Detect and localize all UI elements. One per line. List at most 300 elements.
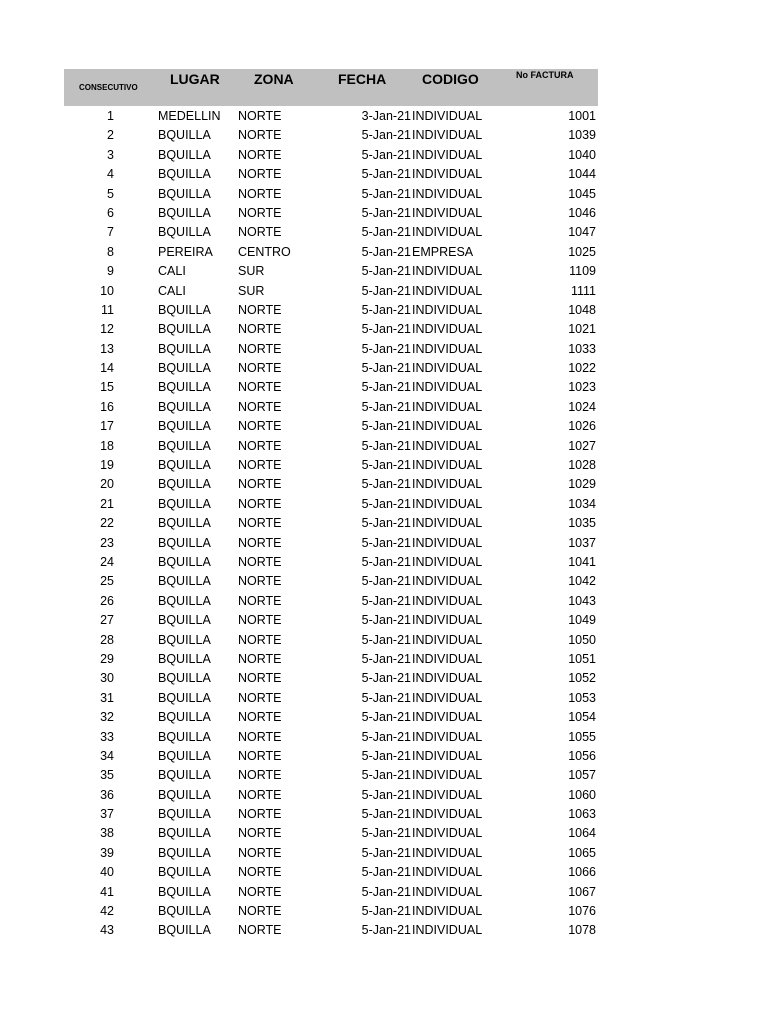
- cell-no-factura: 1063: [568, 807, 596, 822]
- header-zona: ZONA: [254, 71, 294, 87]
- cell-codigo: INDIVIDUAL: [412, 632, 483, 647]
- cell-lugar: BQUILLA: [158, 167, 211, 182]
- table-row: [64, 805, 598, 824]
- cell-lugar: BQUILLA: [158, 574, 211, 589]
- cell-fecha: 5-Jan-21: [361, 477, 411, 492]
- cell-no-factura: 1021: [568, 322, 596, 337]
- table-row: [64, 728, 598, 747]
- cell-no-factura: 1109: [569, 264, 596, 279]
- cell-consecutivo: 8: [107, 244, 114, 259]
- cell-consecutivo: 27: [100, 613, 114, 628]
- cell-codigo: INDIVIDUAL: [412, 186, 483, 201]
- cell-consecutivo: 22: [100, 516, 114, 531]
- cell-lugar: BQUILLA: [158, 729, 211, 744]
- cell-zona: NORTE: [238, 516, 282, 531]
- table-row: [64, 378, 598, 397]
- cell-consecutivo: 20: [100, 477, 114, 492]
- cell-codigo: INDIVIDUAL: [412, 167, 483, 182]
- cell-codigo: INDIVIDUAL: [412, 302, 483, 317]
- cell-no-factura: 1042: [568, 574, 596, 589]
- cell-lugar: BQUILLA: [158, 748, 211, 763]
- cell-fecha: 5-Jan-21: [361, 845, 411, 860]
- cell-fecha: 5-Jan-21: [361, 554, 411, 569]
- cell-fecha: 5-Jan-21: [361, 904, 411, 919]
- cell-no-factura: 1049: [568, 613, 596, 628]
- table-row: [64, 883, 598, 902]
- cell-no-factura: 1052: [568, 671, 596, 686]
- cell-lugar: BQUILLA: [158, 438, 211, 453]
- cell-zona: NORTE: [238, 651, 282, 666]
- cell-fecha: 5-Jan-21: [361, 341, 411, 356]
- table-row: [64, 146, 598, 165]
- cell-no-factura: 1076: [568, 904, 596, 919]
- table-row: [64, 592, 598, 611]
- cell-no-factura: 1037: [568, 535, 596, 550]
- cell-codigo: INDIVIDUAL: [412, 225, 483, 240]
- table-row: [64, 863, 598, 882]
- cell-zona: NORTE: [238, 109, 282, 123]
- table-row: [64, 650, 598, 669]
- cell-codigo: INDIVIDUAL: [412, 865, 483, 880]
- header-consecutivo: CONSECUTIVO: [79, 83, 138, 92]
- table-row: [64, 689, 598, 708]
- cell-codigo: INDIVIDUAL: [412, 516, 483, 531]
- cell-no-factura: 1047: [568, 225, 596, 240]
- cell-fecha: 5-Jan-21: [361, 593, 411, 608]
- cell-zona: NORTE: [238, 865, 282, 880]
- table-row: [64, 708, 598, 727]
- cell-zona: NORTE: [238, 458, 282, 473]
- cell-consecutivo: 15: [100, 380, 114, 395]
- cell-zona: NORTE: [238, 225, 282, 240]
- cell-fecha: 5-Jan-21: [361, 167, 411, 182]
- cell-consecutivo: 43: [100, 923, 114, 938]
- cell-zona: NORTE: [238, 574, 282, 589]
- cell-codigo: INDIVIDUAL: [412, 322, 483, 337]
- cell-fecha: 5-Jan-21: [361, 128, 411, 143]
- cell-no-factura: 1064: [568, 826, 596, 841]
- table-row: [64, 282, 598, 301]
- cell-lugar: BQUILLA: [158, 671, 211, 686]
- cell-fecha: 5-Jan-21: [361, 787, 411, 802]
- cell-codigo: INDIVIDUAL: [412, 748, 483, 763]
- cell-codigo: INDIVIDUAL: [412, 904, 483, 919]
- cell-lugar: BQUILLA: [158, 845, 211, 860]
- cell-zona: NORTE: [238, 419, 282, 434]
- cell-fecha: 5-Jan-21: [361, 186, 411, 201]
- cell-codigo: INDIVIDUAL: [412, 458, 483, 473]
- cell-lugar: BQUILLA: [158, 186, 211, 201]
- cell-lugar: BQUILLA: [158, 205, 211, 220]
- cell-codigo: INDIVIDUAL: [412, 651, 483, 666]
- cell-lugar: CALI: [158, 283, 186, 298]
- cell-fecha: 5-Jan-21: [361, 671, 411, 686]
- cell-fecha: 5-Jan-21: [361, 244, 411, 259]
- cell-codigo: EMPRESA: [412, 244, 474, 259]
- cell-fecha: 5-Jan-21: [361, 438, 411, 453]
- cell-fecha: 5-Jan-21: [361, 302, 411, 317]
- table-body: [64, 107, 598, 941]
- cell-no-factura: 1050: [568, 632, 596, 647]
- cell-zona: NORTE: [238, 632, 282, 647]
- cell-fecha: 5-Jan-21: [361, 865, 411, 880]
- cell-consecutivo: 41: [100, 884, 114, 899]
- cell-fecha: 5-Jan-21: [361, 923, 411, 938]
- cell-no-factura: 1043: [568, 593, 596, 608]
- table-row: [64, 534, 598, 553]
- cell-no-factura: 1041: [568, 554, 596, 569]
- cell-consecutivo: 40: [100, 865, 114, 880]
- cell-fecha: 5-Jan-21: [361, 710, 411, 725]
- cell-fecha: 5-Jan-21: [361, 516, 411, 531]
- cell-codigo: INDIVIDUAL: [412, 807, 483, 822]
- cell-consecutivo: 35: [100, 768, 114, 783]
- table-row: [64, 786, 598, 805]
- cell-codigo: INDIVIDUAL: [412, 283, 483, 298]
- cell-zona: NORTE: [238, 671, 282, 686]
- cell-fecha: 5-Jan-21: [361, 613, 411, 628]
- cell-consecutivo: 5: [107, 186, 114, 201]
- cell-lugar: MEDELLIN: [158, 109, 221, 123]
- cell-zona: NORTE: [238, 535, 282, 550]
- cell-zona: NORTE: [238, 787, 282, 802]
- cell-consecutivo: 6: [107, 205, 114, 220]
- cell-zona: NORTE: [238, 322, 282, 337]
- cell-codigo: INDIVIDUAL: [412, 690, 483, 705]
- cell-zona: NORTE: [238, 748, 282, 763]
- cell-zona: NORTE: [238, 496, 282, 511]
- table-row: [64, 165, 598, 184]
- cell-consecutivo: 32: [100, 710, 114, 725]
- table-row: [64, 126, 598, 145]
- cell-codigo: INDIVIDUAL: [412, 399, 483, 414]
- cell-codigo: INDIVIDUAL: [412, 361, 483, 376]
- cell-codigo: INDIVIDUAL: [412, 729, 483, 744]
- cell-lugar: BQUILLA: [158, 535, 211, 550]
- cell-zona: NORTE: [238, 399, 282, 414]
- cell-fecha: 5-Jan-21: [361, 651, 411, 666]
- cell-codigo: INDIVIDUAL: [412, 438, 483, 453]
- cell-codigo: INDIVIDUAL: [412, 554, 483, 569]
- cell-no-factura: 1066: [568, 865, 596, 880]
- cell-zona: NORTE: [238, 593, 282, 608]
- cell-no-factura: 1055: [568, 729, 596, 744]
- cell-fecha: 5-Jan-21: [361, 380, 411, 395]
- cell-zona: NORTE: [238, 205, 282, 220]
- cell-consecutivo: 17: [100, 419, 114, 434]
- cell-consecutivo: 34: [100, 748, 114, 763]
- cell-zona: NORTE: [238, 186, 282, 201]
- cell-fecha: 5-Jan-21: [361, 225, 411, 240]
- cell-zona: NORTE: [238, 826, 282, 841]
- cell-codigo: INDIVIDUAL: [412, 787, 483, 802]
- cell-fecha: 5-Jan-21: [361, 574, 411, 589]
- cell-zona: NORTE: [238, 167, 282, 182]
- cell-fecha: 5-Jan-21: [361, 283, 411, 298]
- cell-lugar: BQUILLA: [158, 225, 211, 240]
- table-row: [64, 262, 598, 281]
- cell-fecha: 5-Jan-21: [361, 147, 411, 162]
- cell-lugar: BQUILLA: [158, 613, 211, 628]
- table-row: [64, 417, 598, 436]
- invoice-table: [64, 69, 598, 938]
- cell-consecutivo: 19: [100, 458, 114, 473]
- table-row: [64, 243, 598, 262]
- cell-consecutivo: 37: [100, 807, 114, 822]
- cell-fecha: 5-Jan-21: [361, 884, 411, 899]
- cell-no-factura: 1060: [568, 787, 596, 802]
- cell-codigo: INDIVIDUAL: [412, 341, 483, 356]
- cell-no-factura: 1022: [568, 361, 596, 376]
- cell-no-factura: 1023: [568, 380, 596, 395]
- cell-consecutivo: 23: [100, 535, 114, 550]
- cell-zona: SUR: [238, 264, 265, 279]
- table-row: [64, 611, 598, 630]
- cell-lugar: BQUILLA: [158, 554, 211, 569]
- cell-consecutivo: 31: [100, 690, 114, 705]
- cell-codigo: INDIVIDUAL: [412, 923, 483, 938]
- cell-zona: NORTE: [238, 361, 282, 376]
- cell-consecutivo: 25: [100, 574, 114, 589]
- cell-no-factura: 1027: [568, 438, 596, 453]
- cell-consecutivo: 16: [100, 399, 114, 414]
- cell-lugar: BQUILLA: [158, 690, 211, 705]
- cell-lugar: BQUILLA: [158, 341, 211, 356]
- table-row: [64, 824, 598, 843]
- cell-codigo: INDIVIDUAL: [412, 710, 483, 725]
- cell-lugar: BQUILLA: [158, 768, 211, 783]
- cell-zona: NORTE: [238, 554, 282, 569]
- table-row: [64, 301, 598, 320]
- cell-codigo: INDIVIDUAL: [412, 205, 483, 220]
- cell-fecha: 5-Jan-21: [361, 264, 411, 279]
- cell-zona: NORTE: [238, 845, 282, 860]
- cell-codigo: INDIVIDUAL: [412, 535, 483, 550]
- cell-lugar: BQUILLA: [158, 380, 211, 395]
- cell-zona: NORTE: [238, 690, 282, 705]
- cell-zona: NORTE: [238, 710, 282, 725]
- cell-codigo: INDIVIDUAL: [412, 380, 483, 395]
- cell-no-factura: 1046: [568, 205, 596, 220]
- cell-lugar: BQUILLA: [158, 302, 211, 317]
- cell-codigo: INDIVIDUAL: [412, 768, 483, 783]
- cell-lugar: BQUILLA: [158, 496, 211, 511]
- table-row: [64, 204, 598, 223]
- cell-zona: NORTE: [238, 128, 282, 143]
- header-fecha: FECHA: [338, 71, 387, 87]
- cell-lugar: BQUILLA: [158, 807, 211, 822]
- cell-codigo: INDIVIDUAL: [412, 496, 483, 511]
- header-lugar: LUGAR: [170, 71, 220, 87]
- cell-lugar: BQUILLA: [158, 923, 211, 938]
- cell-codigo: INDIVIDUAL: [412, 147, 483, 162]
- cell-no-factura: 1034: [568, 496, 596, 511]
- cell-zona: NORTE: [238, 884, 282, 899]
- cell-consecutivo: 7: [107, 225, 114, 240]
- cell-consecutivo: 28: [100, 632, 114, 647]
- cell-lugar: BQUILLA: [158, 904, 211, 919]
- cell-fecha: 5-Jan-21: [361, 399, 411, 414]
- table-row: [64, 437, 598, 456]
- cell-codigo: INDIVIDUAL: [412, 884, 483, 899]
- cell-consecutivo: 30: [100, 671, 114, 686]
- cell-zona: NORTE: [238, 904, 282, 919]
- cell-lugar: BQUILLA: [158, 787, 211, 802]
- cell-lugar: BQUILLA: [158, 516, 211, 531]
- table-row: [64, 340, 598, 359]
- cell-zona: NORTE: [238, 923, 282, 938]
- cell-zona: NORTE: [238, 807, 282, 822]
- cell-no-factura: 1033: [568, 341, 596, 356]
- cell-lugar: BQUILLA: [158, 477, 211, 492]
- cell-lugar: BQUILLA: [158, 710, 211, 725]
- cell-lugar: PEREIRA: [158, 244, 213, 259]
- cell-fecha: 5-Jan-21: [361, 419, 411, 434]
- cell-zona: NORTE: [238, 768, 282, 783]
- cell-no-factura: 1040: [568, 147, 596, 162]
- cell-consecutivo: 33: [100, 729, 114, 744]
- cell-no-factura: 1067: [568, 884, 596, 899]
- cell-zona: SUR: [238, 283, 265, 298]
- cell-codigo: INDIVIDUAL: [412, 671, 483, 686]
- header-codigo: CODIGO: [422, 71, 479, 87]
- cell-zona: NORTE: [238, 380, 282, 395]
- table-row: [64, 631, 598, 650]
- cell-fecha: 5-Jan-21: [361, 748, 411, 763]
- cell-codigo: INDIVIDUAL: [412, 574, 483, 589]
- table-row: [64, 553, 598, 572]
- cell-lugar: BQUILLA: [158, 865, 211, 880]
- table-row: [64, 669, 598, 688]
- cell-consecutivo: 26: [100, 593, 114, 608]
- cell-consecutivo: 14: [100, 361, 114, 376]
- table-row: [64, 320, 598, 339]
- cell-no-factura: 1026: [568, 419, 596, 434]
- cell-fecha: 5-Jan-21: [361, 729, 411, 744]
- cell-zona: NORTE: [238, 438, 282, 453]
- cell-no-factura: 1024: [568, 399, 596, 414]
- cell-fecha: 5-Jan-21: [361, 690, 411, 705]
- cell-no-factura: 1056: [568, 748, 596, 763]
- cell-lugar: CALI: [158, 264, 186, 279]
- table-row: [64, 572, 598, 591]
- cell-no-factura: 1078: [568, 923, 596, 938]
- cell-consecutivo: 36: [100, 787, 114, 802]
- cell-fecha: 5-Jan-21: [361, 807, 411, 822]
- cell-lugar: BQUILLA: [158, 884, 211, 899]
- cell-zona: NORTE: [238, 341, 282, 356]
- cell-zona: NORTE: [238, 613, 282, 628]
- table-row: [64, 921, 598, 940]
- cell-consecutivo: 12: [100, 322, 114, 337]
- cell-fecha: 5-Jan-21: [361, 322, 411, 337]
- cell-codigo: INDIVIDUAL: [412, 845, 483, 860]
- cell-consecutivo: 3: [107, 147, 114, 162]
- cell-fecha: 5-Jan-21: [361, 535, 411, 550]
- cell-zona: NORTE: [238, 729, 282, 744]
- cell-no-factura: 1051: [568, 651, 596, 666]
- cell-lugar: BQUILLA: [158, 826, 211, 841]
- table-row: [64, 766, 598, 785]
- cell-consecutivo: 1: [107, 109, 114, 123]
- cell-lugar: BQUILLA: [158, 419, 211, 434]
- cell-consecutivo: 13: [100, 341, 114, 356]
- table-row: [64, 456, 598, 475]
- table-row: [64, 747, 598, 766]
- cell-consecutivo: 29: [100, 651, 114, 666]
- cell-lugar: BQUILLA: [158, 632, 211, 647]
- cell-no-factura: 1039: [568, 128, 596, 143]
- cell-codigo: INDIVIDUAL: [412, 477, 483, 492]
- header-no-factura: No FACTURA: [516, 70, 574, 80]
- cell-consecutivo: 21: [100, 496, 114, 511]
- cell-lugar: BQUILLA: [158, 458, 211, 473]
- cell-no-factura: 1028: [568, 458, 596, 473]
- cell-consecutivo: 38: [100, 826, 114, 841]
- cell-no-factura: 1045: [568, 186, 596, 201]
- cell-no-factura: 1054: [568, 710, 596, 725]
- cell-zona: NORTE: [238, 302, 282, 317]
- cell-consecutivo: 9: [107, 264, 114, 279]
- cell-no-factura: 1111: [570, 283, 596, 298]
- cell-fecha: 5-Jan-21: [361, 496, 411, 511]
- cell-codigo: INDIVIDUAL: [412, 128, 483, 143]
- cell-consecutivo: 42: [100, 904, 114, 919]
- cell-fecha: 5-Jan-21: [361, 768, 411, 783]
- cell-fecha: 5-Jan-21: [361, 632, 411, 647]
- cell-fecha: 5-Jan-21: [361, 361, 411, 376]
- cell-no-factura: 1025: [568, 244, 596, 259]
- cell-lugar: BQUILLA: [158, 128, 211, 143]
- cell-no-factura: 1065: [568, 845, 596, 860]
- cell-lugar: BQUILLA: [158, 322, 211, 337]
- cell-lugar: BQUILLA: [158, 147, 211, 162]
- table-row: [64, 844, 598, 863]
- cell-consecutivo: 11: [101, 302, 114, 317]
- cell-lugar: BQUILLA: [158, 593, 211, 608]
- table-header: [64, 69, 598, 106]
- table-row: [64, 902, 598, 921]
- cell-codigo: INDIVIDUAL: [412, 826, 483, 841]
- cell-zona: NORTE: [238, 477, 282, 492]
- cell-no-factura: 1044: [568, 167, 596, 182]
- cell-zona: CENTRO: [238, 244, 291, 259]
- cell-consecutivo: 4: [107, 167, 114, 182]
- cell-no-factura: 1048: [568, 302, 596, 317]
- cell-lugar: BQUILLA: [158, 651, 211, 666]
- table-row: [64, 398, 598, 417]
- cell-lugar: BQUILLA: [158, 399, 211, 414]
- cell-consecutivo: 2: [107, 128, 114, 143]
- cell-codigo: INDIVIDUAL: [412, 593, 483, 608]
- cell-lugar: BQUILLA: [158, 361, 211, 376]
- cell-codigo: INDIVIDUAL: [412, 419, 483, 434]
- cell-no-factura: 1001: [568, 109, 596, 123]
- cell-consecutivo: 10: [100, 283, 114, 298]
- cell-fecha: 5-Jan-21: [361, 458, 411, 473]
- table-row: [64, 223, 598, 242]
- table-row: [64, 359, 598, 378]
- cell-consecutivo: 18: [100, 438, 114, 453]
- table-row: [64, 107, 598, 126]
- table-row: [64, 514, 598, 533]
- cell-fecha: 5-Jan-21: [361, 826, 411, 841]
- cell-no-factura: 1029: [568, 477, 596, 492]
- cell-codigo: INDIVIDUAL: [412, 613, 483, 628]
- table-row: [64, 495, 598, 514]
- cell-no-factura: 1035: [568, 516, 596, 531]
- cell-fecha: 3-Jan-21: [361, 109, 411, 123]
